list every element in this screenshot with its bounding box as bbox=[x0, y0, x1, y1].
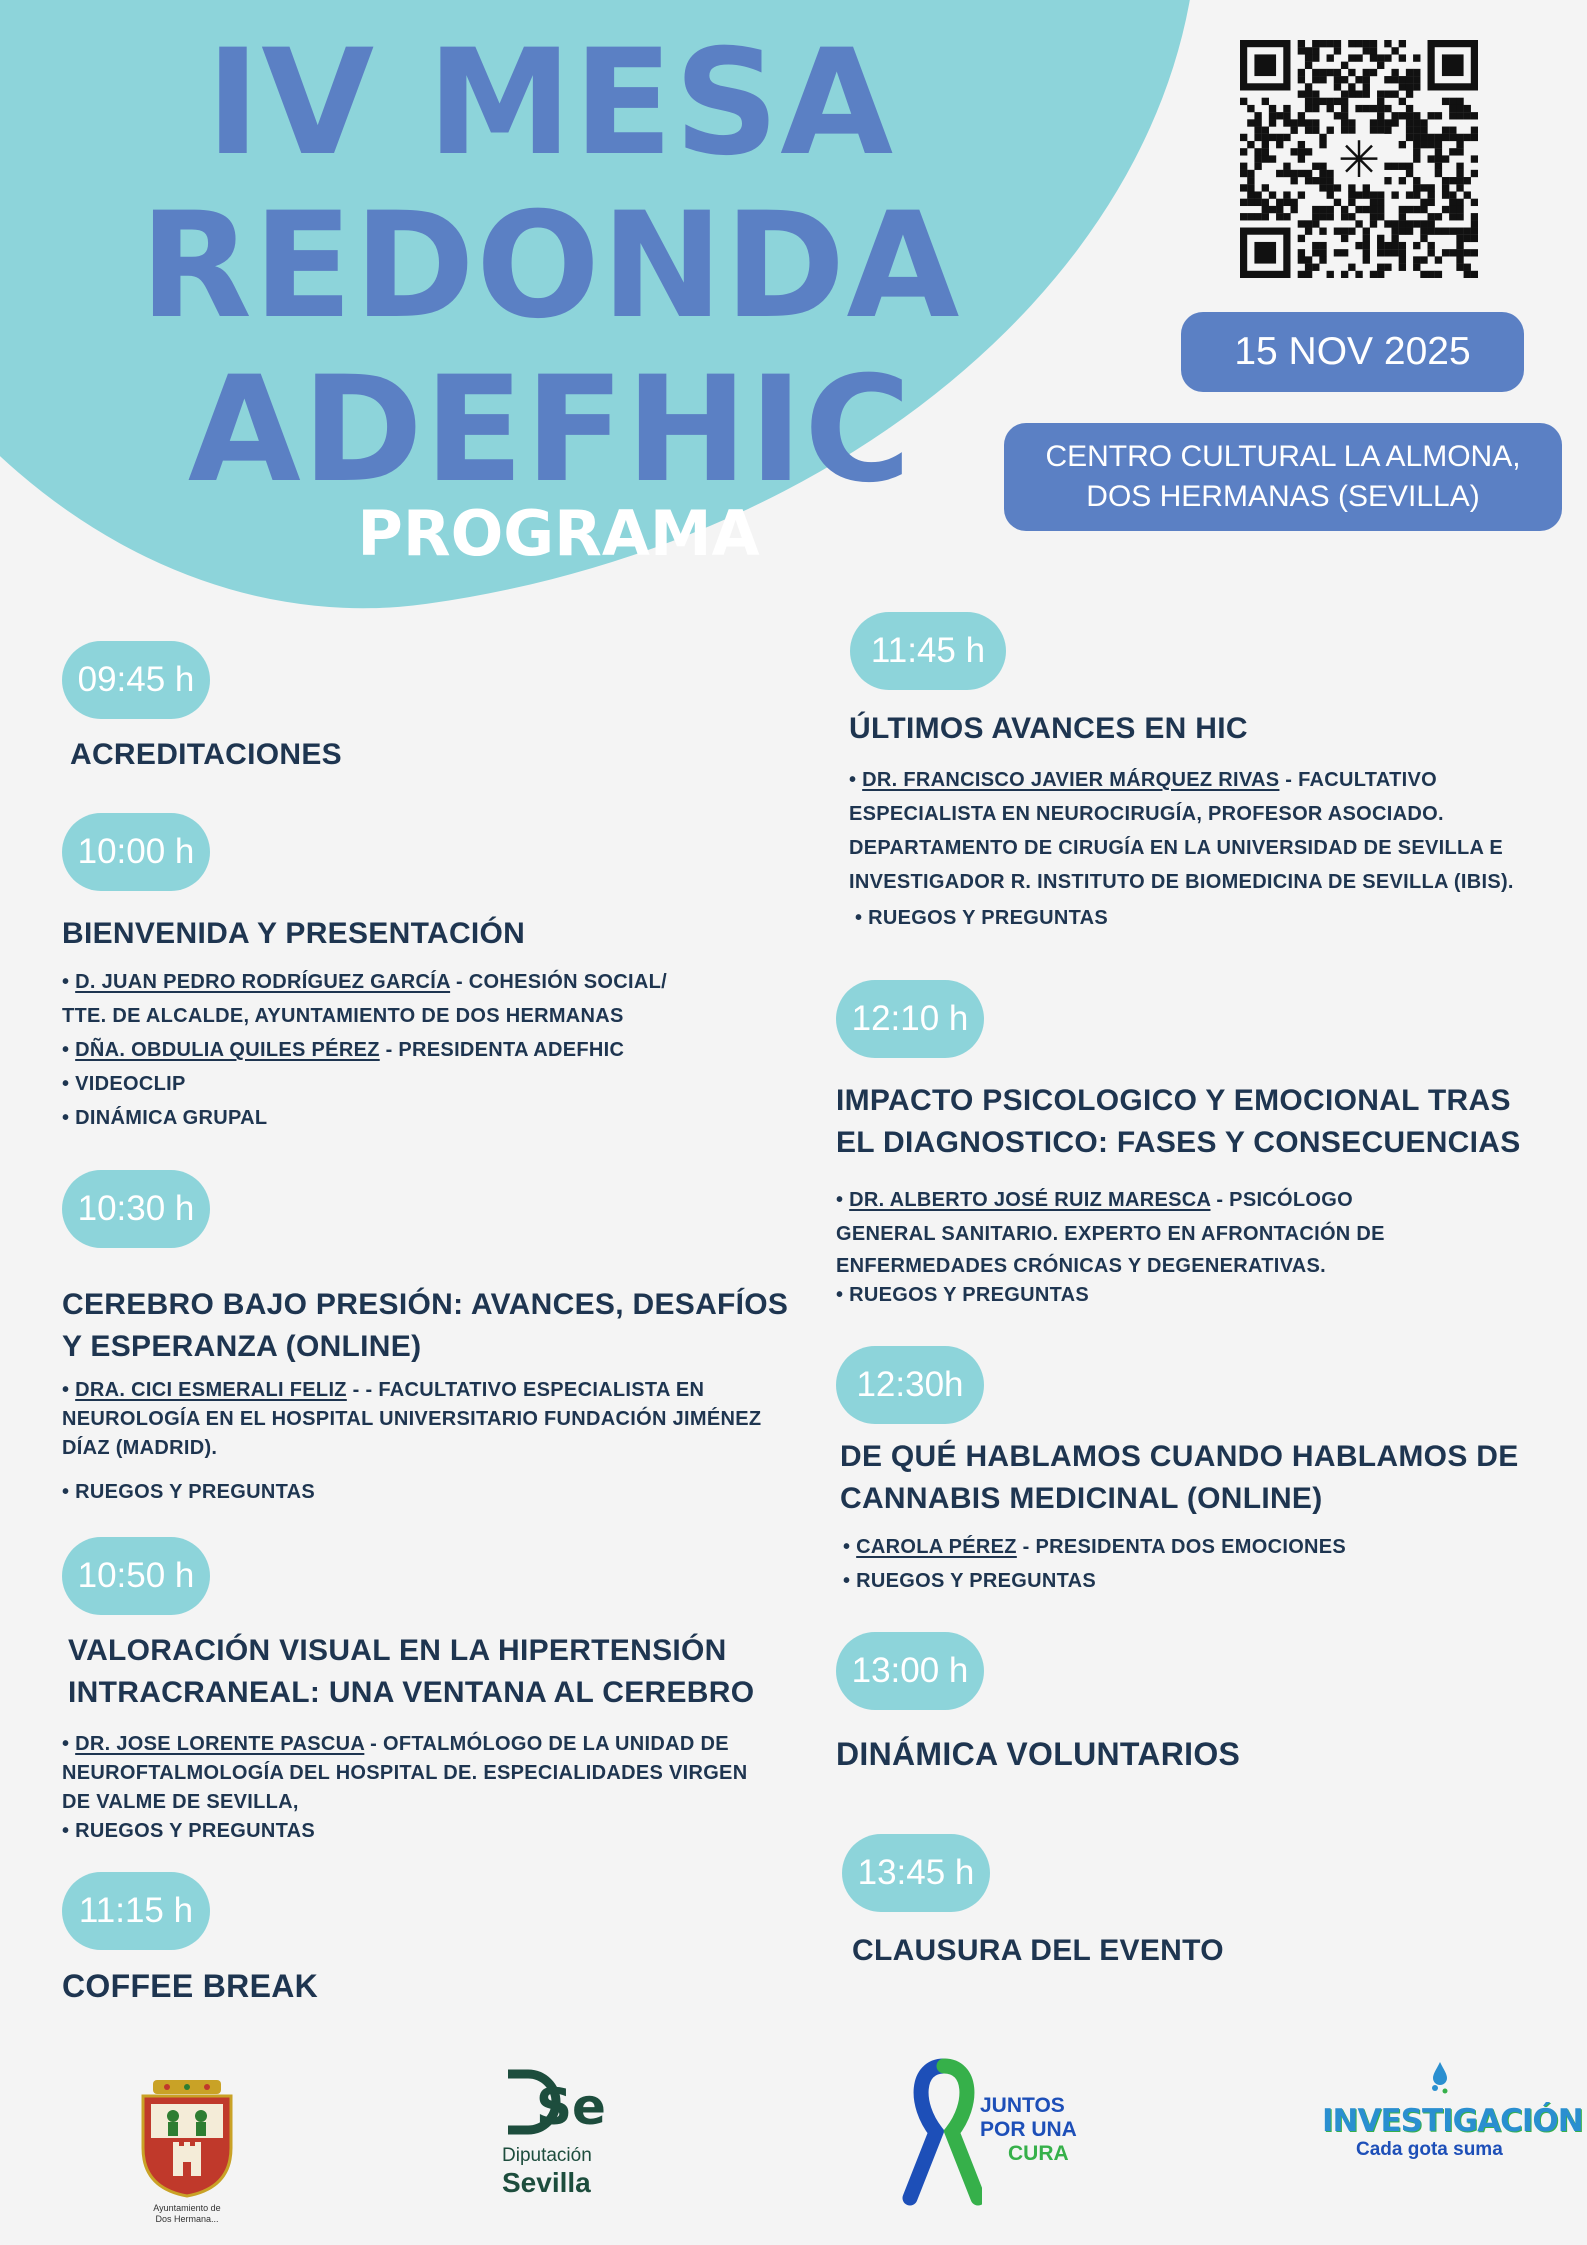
time-badge-1210: 12:10 h bbox=[836, 980, 984, 1058]
session-details-impacto: • DR. ALBERTO JOSÉ RUIZ MARESCA - PSICÓLOGO GENERAL SANITARIO. EXPERTO EN AFRONTACIÓN DE ENFERMEDADES CRÓNICAS Y DEGENERATIVAS. • RUEGOS Y PREGUNTAS bbox=[836, 1189, 1385, 1306]
investigacion-logo bbox=[1322, 2058, 1583, 2178]
session-details-cannabis: • CAROLA PÉREZ - PRESIDENTA DOS EMOCIONES • RUEGOS Y PREGUNTAS bbox=[843, 1536, 1347, 1592]
diputacion-sevilla-logo bbox=[502, 2068, 632, 2228]
session-details-bienvenida: • D. JUAN PEDRO RODRÍGUEZ GARCÍA - COHESIÓN SOCIAL/ TTE. DE ALCALDE, AYUNTAMIENTO DE DOS HERMANAS • DÑA. OBDULIA QUILES PÉREZ - PRESIDENTA ADEFHIC • VIDEOCLIP • DINÁMICA GRUPAL bbox=[62, 971, 667, 1129]
awareness-ribbon-icon bbox=[902, 2058, 982, 2208]
time-badge-1145: 11:45 h bbox=[850, 612, 1006, 690]
speaker-name: DRA. CICI ESMERALI FELIZ bbox=[75, 1379, 347, 1401]
speaker-name: DÑA. OBDULIA QUILES PÉREZ bbox=[75, 1039, 380, 1061]
speaker-name: CAROLA PÉREZ bbox=[856, 1536, 1017, 1558]
time-badge-1115: 11:15 h bbox=[62, 1872, 210, 1950]
venue-badge bbox=[1004, 423, 1562, 531]
time-badge-1030: 10:30 h bbox=[62, 1170, 210, 1248]
juntos-line-3: CURA bbox=[1008, 2142, 1069, 2165]
qr-code[interactable] bbox=[1240, 40, 1478, 278]
title-line-1: IV MESA bbox=[205, 18, 895, 188]
diputacion-mark-text: Se bbox=[536, 2078, 606, 2136]
session-title-bienvenida: BIENVENIDA Y PRESENTACIÓN bbox=[62, 917, 526, 950]
session-title-acreditaciones: ACREDITACIONES bbox=[70, 738, 342, 771]
investigacion-title: INVESTIGACIÓN bbox=[1322, 2103, 1583, 2139]
diputacion-mark-icon bbox=[502, 2068, 632, 2138]
time-badge-0945: 09:45 h bbox=[62, 641, 210, 719]
ayto-caption-1: Ayuntamiento de bbox=[153, 2203, 221, 2213]
session-title-coffee-break: COFFEE BREAK bbox=[62, 1968, 319, 2004]
session-title-cannabis: DE QUÉ HABLAMOS CUANDO HABLAMOS DE CANNABIS MEDICINAL (ONLINE) bbox=[840, 1440, 1519, 1515]
investigacion-subtitle: Cada gota suma bbox=[1356, 2139, 1503, 2160]
session-title-ultimos-avances: ÚLTIMOS AVANCES EN HIC bbox=[849, 712, 1248, 745]
venue-line-2: DOS HERMANAS (SEVILLA) bbox=[1086, 480, 1480, 513]
coat-of-arms-icon bbox=[133, 2078, 241, 2198]
date-badge: 15 NOV 2025 bbox=[1181, 312, 1524, 392]
session-title-valoracion: VALORACIÓN VISUAL EN LA HIPERTENSIÓN INTRACRANEAL: UNA VENTANA AL CEREBRO bbox=[68, 1634, 755, 1709]
juntos-line-1: JUNTOS bbox=[980, 2094, 1065, 2117]
time-badge-1000: 10:00 h bbox=[62, 813, 210, 891]
juntos-line-2: POR UNA bbox=[980, 2118, 1077, 2141]
session-title-cerebro: CEREBRO BAJO PRESIÓN: AVANCES, DESAFÍOS Y ESPERANZA (ONLINE) bbox=[62, 1288, 789, 1363]
session-details-ultimos-avances: • DR. FRANCISCO JAVIER MÁRQUEZ RIVAS - FACULTATIVO ESPECIALISTA EN NEUROCIRUGÍA, PROFESOR ASOCIADO. DEPARTAMENTO DE CIRUGÍA EN LA UNIVERSIDAD DE SEVILLA E INVESTIGADOR R. INSTITUTO DE BIOMEDICINA DE SEVILLA (IBIS). • RUEGOS Y PREGUNTAS bbox=[849, 769, 1514, 929]
programa-subtitle: PROGRAMA bbox=[357, 497, 760, 570]
time-badge-1300: 13:00 h bbox=[836, 1632, 984, 1710]
time-badge-1230: 12:30h bbox=[836, 1346, 984, 1424]
speaker-name: DR. FRANCISCO JAVIER MÁRQUEZ RIVAS bbox=[862, 769, 1280, 791]
diputacion-label: Diputación bbox=[502, 2145, 592, 2166]
svg-text:✳: ✳ bbox=[1337, 130, 1381, 190]
venue-line-1: CENTRO CULTURAL LA ALMONA, bbox=[1045, 439, 1521, 473]
juntos-por-una-cura-logo bbox=[902, 2058, 1102, 2208]
speaker-name: DR. ALBERTO JOSÉ RUIZ MARESCA bbox=[849, 1189, 1211, 1211]
title-line-3: ADEFHIC bbox=[187, 345, 913, 515]
time-badge-1050: 10:50 h bbox=[62, 1537, 210, 1615]
session-title-dinamica-voluntarios: DINÁMICA VOLUNTARIOS bbox=[836, 1736, 1241, 1772]
ayto-caption-2: Dos Hermana... bbox=[155, 2214, 219, 2224]
ayuntamiento-logo bbox=[133, 2078, 241, 2224]
water-drop-icon bbox=[1322, 2058, 1542, 2098]
speaker-name: D. JUAN PEDRO RODRÍGUEZ GARCÍA bbox=[75, 971, 451, 993]
title-line-2: REDONDA bbox=[139, 181, 961, 351]
session-details-cerebro: • DRA. CICI ESMERALI FELIZ - - FACULTATIVO ESPECIALISTA EN NEUROLOGÍA EN EL HOSPITAL UNIVERSITARIO FUNDACIÓN JIMÉNEZ DÍAZ (MADRID). • RUEGOS Y PREGUNTAS bbox=[62, 1379, 762, 1503]
time-badge-1345: 13:45 h bbox=[842, 1834, 990, 1912]
session-details-valoracion: • DR. JOSE LORENTE PASCUA - OFTALMÓLOGO DE LA UNIDAD DE NEUROFTALMOLOGÍA DEL HOSPITAL DE. ESPECIALIDADES VIRGEN DE VALME DE SEVILLA, • RUEGOS Y PREGUNTAS bbox=[62, 1733, 748, 1842]
sevilla-label: Sevilla bbox=[502, 2167, 591, 2198]
session-title-impacto: IMPACTO PSICOLOGICO Y EMOCIONAL TRAS EL DIAGNOSTICO: FASES Y CONSECUENCIAS bbox=[836, 1084, 1521, 1159]
session-title-clausura: CLAUSURA DEL EVENTO bbox=[852, 1934, 1224, 1967]
speaker-name: DR. JOSE LORENTE PASCUA bbox=[75, 1733, 365, 1755]
